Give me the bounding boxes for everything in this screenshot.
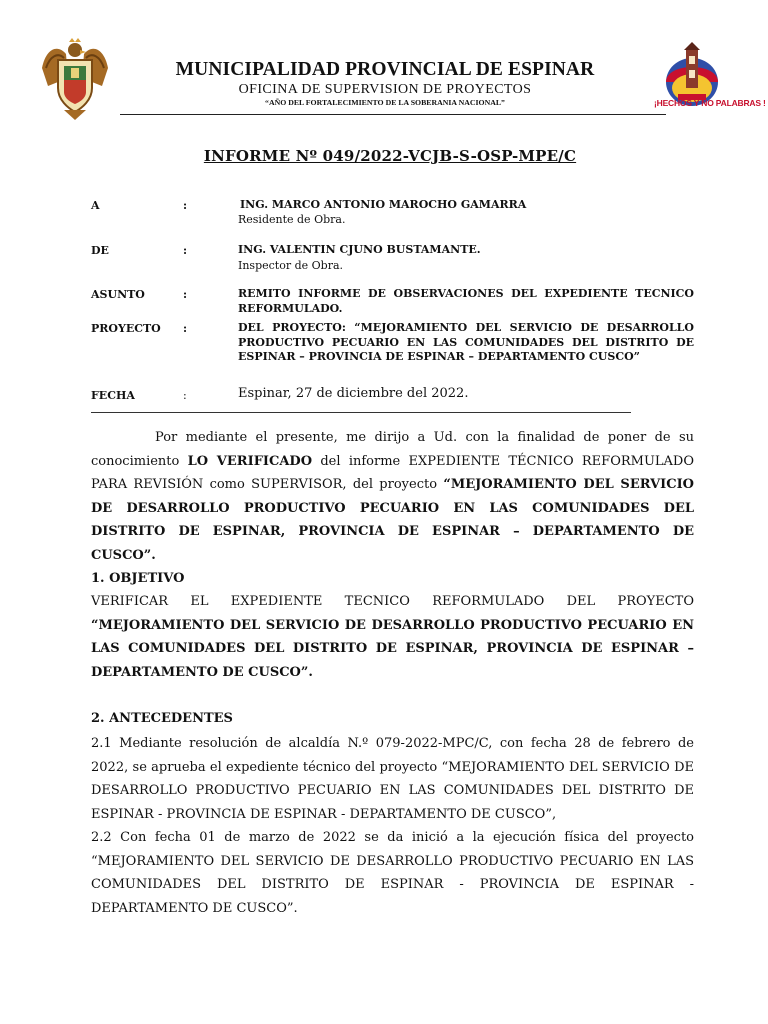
- project-colon: :: [183, 322, 188, 335]
- office-title: OFICINA DE SUPERVISION DE PROYECTOS: [238, 82, 532, 97]
- municipality-title: MUNICIPALIDAD PROVINCIAL DE ESPINAR: [175, 59, 595, 80]
- date-colon: :: [183, 389, 187, 402]
- date-value: Espinar, 27 de diciembre del 2022.: [238, 386, 469, 401]
- background-heading: 2. ANTECEDENTES: [91, 711, 233, 726]
- from-name: ING. VALENTIN CJUNO BUSTAMANTE.: [238, 243, 481, 256]
- background-item-2: 2.2 Con fecha 01 de marzo de 2022 se da inició a la ejecución física del proyecto “MEJORAMIENTO DEL SERVICIO DE DESARROLLO PRODUCTIVO PECUARIO EN LAS COMUNIDADES DEL DISTRITO DE ESPINAR - PROVINCIA DE ESPINAR - DEPARTAMENTO DE CUSCO”.: [91, 830, 694, 916]
- from-colon: :: [183, 244, 188, 257]
- subject-value: REMITO INFORME DE OBSERVACIONES DEL EXPEDIENTE TECNICO REFORMULADO.: [238, 287, 694, 315]
- header-divider: [120, 114, 666, 115]
- to-colon: :: [183, 199, 188, 212]
- eagle-coat-of-arms-icon: [38, 38, 112, 120]
- project-label: PROYECTO: [91, 322, 161, 335]
- intro-paragraph: [91, 426, 694, 567]
- objective-paragraph: [91, 590, 694, 684]
- to-name: ING. MARCO ANTONIO MAROCHO GAMARRA: [240, 198, 527, 211]
- report-number: INFORME Nº 049/2022-VCJB-S-OSP-MPE/C: [203, 147, 577, 165]
- from-role: Inspector de Obra.: [238, 259, 344, 272]
- objective-text: VERIFICAR EL EXPEDIENTE TECNICO REFORMULADO DEL PROYECTO: [91, 594, 694, 609]
- to-role: Residente de Obra.: [238, 213, 346, 226]
- intro-bold-2: “MEJORAMIENTO DEL SERVICIO DE DESARROLLO PRODUCTIVO PECUARIO EN LAS COMUNIDADES DEL DISTRITO DE ESPINAR, PROVINCIA DE ESPINAR – DEPARTAMENTO DE CUSCO”.: [91, 477, 694, 563]
- intro-text-2: del informe EXPEDIENTE TÉCNICO REFORMULADO PARA REVISIÓN como SUPERVISOR, del proyecto: [91, 453, 695, 492]
- background-item-1: 2.1 Mediante resolución de alcaldía N.º 079-2022-MPC/C, con fecha 28 de febrero de 2022, se aprueba el expediente técnico del proyecto “MEJORAMIENTO DEL SERVICIO DE DESARROLLO PRODUCTIVO PECUARIO EN LAS COMUNIDADES DEL DISTRITO DE ESPINAR - PROVINCIA DE ESPINAR - DEPARTAMENTO DE CUSCO”,: [91, 736, 694, 822]
- subject-label: ASUNTO: [91, 288, 145, 301]
- objective-heading: 1. OBJETIVO: [91, 571, 185, 586]
- memo-divider: [91, 412, 631, 413]
- subject-colon: :: [183, 288, 188, 301]
- from-label: DE: [91, 244, 109, 257]
- date-label: FECHA: [91, 389, 135, 402]
- slogan-caption: ¡HECHOS Y NO PALABRAS !: [654, 98, 766, 108]
- year-slogan: “AÑO DEL FORTALECIMIENTO DE LA SOBERANIA NACIONAL”: [265, 98, 505, 107]
- intro-bold-1: LO VERIFICADO: [187, 453, 313, 469]
- to-label: A: [91, 199, 100, 212]
- objective-bold: “MEJORAMIENTO DEL SERVICIO DE DESARROLLO PRODUCTIVO PECUARIO EN LAS COMUNIDADES DEL DISTRITO DE ESPINAR, PROVINCIA DE ESPINAR – DEPARTAMENTO DE CUSCO”.: [91, 617, 694, 680]
- project-value: DEL PROYECTO: “MEJORAMIENTO DEL SERVICIO DE DESARROLLO PRODUCTIVO PECUARIO EN LAS COMUNIDADES DEL DISTRITO DE ESPINAR – PROVINCIA DE ESPINAR – DEPARTAMENTO CUSCO”: [238, 321, 694, 363]
- intro-text-1: Por mediante el presente, me dirijo a Ud. con la finalidad de poner de su conocimiento: [91, 430, 694, 469]
